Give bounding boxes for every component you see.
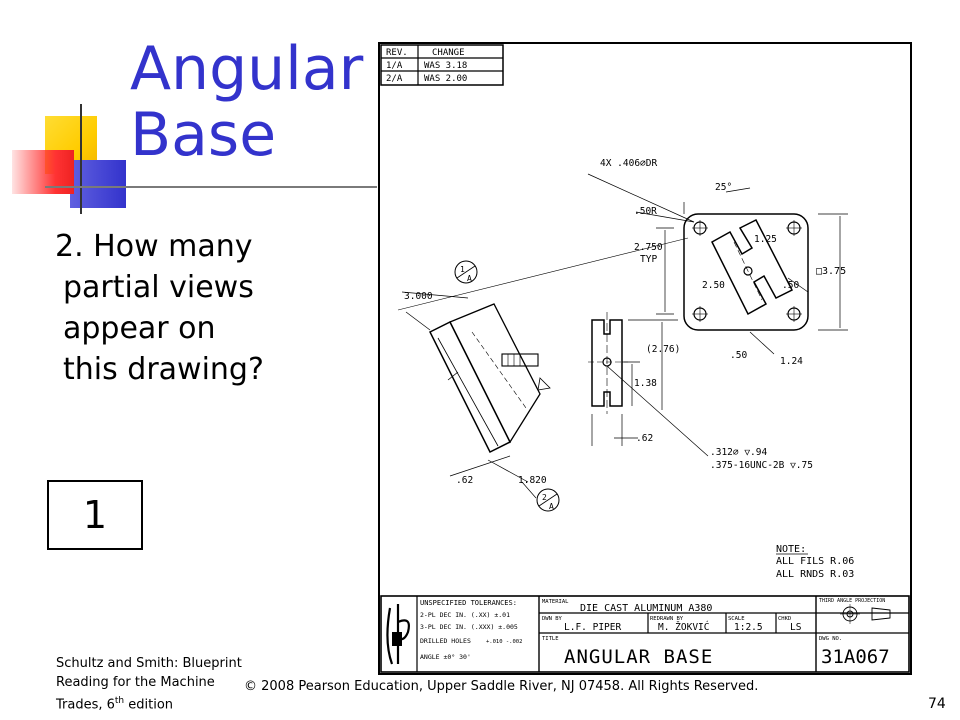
plate-dimensions <box>398 174 848 354</box>
material-value: DIE CAST ALUMINUM A380 <box>580 603 713 614</box>
dim-250: 2.50 <box>702 280 725 291</box>
question-line1: 2. How many <box>55 229 253 264</box>
tol-drill-val: +.010 -.002 <box>486 639 523 645</box>
tol-3pl: 3-PL DEC IN. (.XXX) ±.005 <box>420 623 518 631</box>
rev-tag2-letter: A <box>549 502 554 511</box>
dim-062a: .62 <box>636 433 654 444</box>
dim-holes: 4X .406⌀DR <box>600 158 658 169</box>
revision-tag-2 <box>537 489 559 511</box>
front-view-plate <box>684 214 808 330</box>
slide-title-line1: Angular <box>130 34 364 104</box>
material-label: MATERIAL <box>542 599 569 605</box>
dim-138: 1.38 <box>634 378 657 389</box>
rev-col-header: REV. <box>386 48 408 58</box>
revision-block <box>381 45 503 85</box>
dwg-label: DWG NO. <box>819 636 843 642</box>
note-line1: ALL FILS R.06 <box>776 556 855 567</box>
partial-view <box>588 312 628 414</box>
rev-row1-change: WAS 3.18 <box>424 61 468 71</box>
change-col-header: CHANGE <box>432 48 465 58</box>
side-view-dimensions <box>402 292 536 498</box>
dim-125: 1.25 <box>754 234 777 245</box>
revision-tag-1 <box>455 261 477 283</box>
slide-title <box>130 36 363 168</box>
citation-line2: Reading for the Machine <box>56 675 215 690</box>
rev-row2-change: WAS 2.00 <box>424 74 468 84</box>
source-citation <box>56 654 246 714</box>
dim-062b: .62 <box>456 475 474 486</box>
rev-tag1-letter: A <box>467 274 472 283</box>
question-line3: appear on <box>63 311 216 346</box>
third-angle-projection-icon <box>840 604 890 624</box>
hole-callout-line2: .375-16UNC-2B ▽.75 <box>710 460 813 471</box>
rev-row2-id: 2/A <box>386 74 403 84</box>
citation-line3 <box>56 692 246 714</box>
side-view <box>430 304 550 452</box>
dim-typ: TYP <box>640 254 658 265</box>
note-line2: ALL RNDS R.03 <box>776 569 855 580</box>
dim-2750: 2.750 <box>634 242 663 253</box>
rev-tag1-num: 1 <box>460 265 465 274</box>
dim-1820: 1.820 <box>518 475 547 486</box>
dim-050b: .50 <box>730 350 748 361</box>
projection-label: THIRD ANGLE PROJECTION <box>819 598 886 604</box>
dim-050a: .50 <box>782 280 800 291</box>
slide-number: 74 <box>928 696 946 712</box>
dim-124: 1.24 <box>780 356 803 367</box>
question-text <box>55 226 345 390</box>
drawn-by-label: DWN BY <box>542 616 562 622</box>
citation-line3-end: edition <box>124 697 174 713</box>
redrawn-by-value: M. ŽOKVIĆ <box>658 622 710 633</box>
citation-line1: Schultz and Smith: Blueprint <box>56 656 242 671</box>
copyright-notice: © 2008 Pearson Education, Upper Saddle River, NJ 07458. All Rights Reserved. <box>244 679 759 694</box>
dim-3000: 3.000 <box>404 291 433 302</box>
dim-square-375: □3.75 <box>816 266 847 277</box>
question-line2: partial views <box>63 270 254 305</box>
tol-angle: ANGLE ±0° 30' <box>420 653 471 661</box>
dim-radius: .50R <box>634 206 657 217</box>
answer-value: 1 <box>82 493 108 537</box>
rev-tag2-num: 2 <box>542 493 547 502</box>
dwg-number: 31A067 <box>821 646 890 668</box>
decor-vertical-rule <box>80 104 82 214</box>
scale-value: 1:2.5 <box>734 622 763 633</box>
drawing-title: ANGULAR BASE <box>564 646 714 668</box>
slide-title-line2: Base <box>130 100 277 170</box>
dim-276: (2.76) <box>646 344 681 355</box>
answer-box <box>47 480 143 550</box>
tol-header: UNSPECIFIED TOLERANCES: <box>420 599 517 607</box>
citation-superscript: th <box>114 696 125 706</box>
title-label: TITLE <box>542 636 559 642</box>
hole-callout-line1: .312⌀ ▽.94 <box>710 447 768 458</box>
scale-label: SCALE <box>728 616 745 622</box>
tol-2pl: 2-PL DEC IN. (.XX) ±.01 <box>420 611 511 619</box>
redrawn-by-label: REDRAWN BY <box>650 616 684 622</box>
title-underline <box>45 186 377 188</box>
rev-row1-id: 1/A <box>386 61 403 71</box>
angular-base-drawing <box>378 42 914 678</box>
dim-angle: 25° <box>715 182 733 193</box>
tol-drill: DRILLED HOLES <box>420 637 471 645</box>
note-title: NOTE: <box>776 544 807 555</box>
checked-label: CHKD <box>778 616 792 622</box>
decor-square-blue <box>70 160 126 208</box>
question-line4: this drawing? <box>63 352 264 387</box>
citation-line3-text: Trades, 6 <box>56 697 115 713</box>
checked-value: LS <box>790 622 802 633</box>
drawn-by-value: L.F. PIPER <box>564 622 622 633</box>
